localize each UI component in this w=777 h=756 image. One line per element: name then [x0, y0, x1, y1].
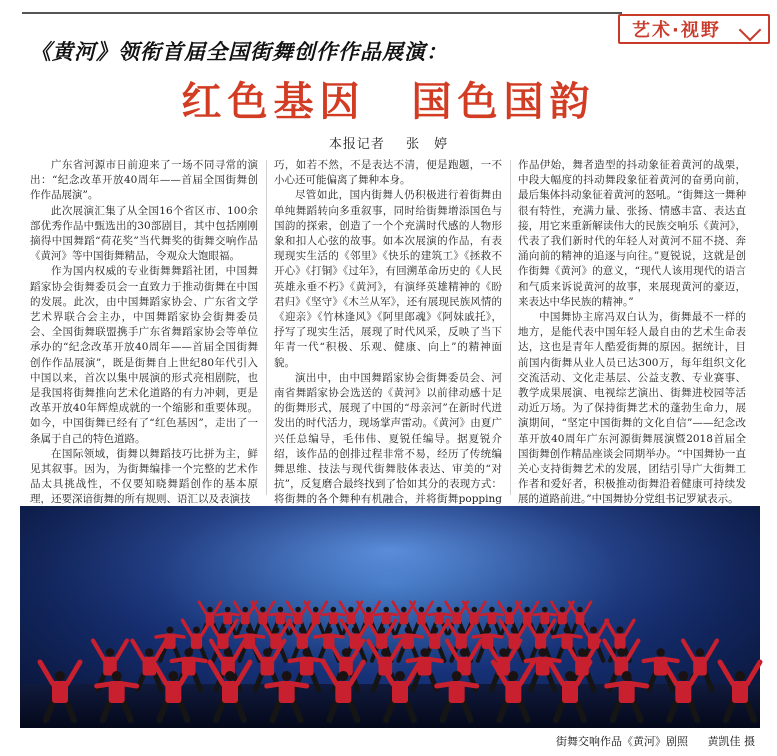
article-column-3 [518, 158, 746, 506]
caption-credit: 黄凯佳 摄 [707, 735, 755, 748]
article-kicker: 《黄河》领衔首届全国街舞创作作品展演： [30, 39, 448, 64]
article-headline: 红色基因 国色国韵 [181, 79, 596, 125]
paragraph: 在国际领域，街舞以舞蹈技巧比拼为主，鲜见其叙事。因为，为街舞编排一个完整的艺术作品太具挑战性，不仅要知晓舞蹈创作的基本原理，还要深谙街舞的所有规则、语汇以及表演技 [30, 447, 258, 506]
byline-role: 本报记者 [328, 137, 385, 152]
column-divider [266, 160, 267, 495]
stage-photo-illustration [20, 506, 760, 728]
caption-text: 街舞交响作品《黄河》剧照 [556, 735, 688, 748]
paragraph: 中国舞协主席冯双白认为，街舞最不一样的地方，是能代表中国年轻人最自由的艺术生命表达，这也是青年人酷爱街舞的原因。据统计，目前国内街舞从业人员已达300万，每年组织文化交流活动、文化走基层、公益支教、专业赛事、教学成果展演、电视综艺演出、街舞进校园等活动近万场。为了保持街舞艺术的蓬勃生命力，展演期间，“坚定中国街舞的文化自信”——纪念改革开放40周年广东河源街舞展演暨2018首届全国街舞创作精品座谈会同期举办。“中国舞协一直关心支持街舞艺术的发展，团结引导广大街舞工作者和爱好者，积极推动街舞沿着健康可持续发展的道路前进。”中国舞协分党组书记罗斌表示。 [518, 311, 746, 506]
paragraph: 演出中，由中国舞蹈家协会街舞委员会、河南省舞蹈家协会选送的《黄河》以前律动感十足的街舞形式，展现了中国的“母亲河”在新时代迸发出的时代活力，现场掌声雷动。《黄河》由夏广兴任总编导，毛伟伟、夏锐任编导。据夏锐介绍，该作品的创排过程非常不易，经历了传统编舞思维、技法与现代街舞肢体表达、审美的“对抗”，反复磨合最终找到了恰如其分的表现方式：将街舞的各个舞种有机融合，并将街舞popping [274, 371, 502, 506]
byline [0, 133, 777, 152]
byline-name: 张 婷 [406, 137, 449, 152]
photo-caption [0, 733, 755, 749]
chevron-decoration-icon [739, 19, 762, 42]
stage-photo [20, 506, 760, 728]
paragraph: 尽管如此，国内街舞人仍积极进行着街舞由单纯舞蹈转向多重叙事，同时给街舞增添国色与国韵的探索，创造了一个个充满时代感的人物形象和扣人心弦的故事。如本次展演的作品，有表现现实生活的《邻里》《快乐的建筑工》《拯救不开心》《打铜》《过年》，有回溯革命历史的《人民英雄永垂不朽》《黄河》，有演绎英雄精神的《盼君归》《坚守》《木兰从军》，还有展现民族风情的《迎亲》《竹林逢风》《阿里郎魂》《阿妹戚托》，抒写了现实生活，展现了时代风采，反映了当下年青一代“积极、乐观、健康、向上”的精神面貌。 [274, 189, 502, 369]
paragraph: 此次展演汇集了从全国16个省区市、100余部优秀作品中甄选出的30部剧目，其中包括刚刚摘得中国舞蹈“荷花奖”当代舞奖的街舞交响作品《黄河》等中国街舞精品，令观众大饱眼福。 [30, 204, 258, 263]
section-tab [618, 14, 770, 44]
paragraph: 作为国内权威的专业街舞舞蹈社团，中国舞蹈家协会街舞委员会一直致力于推动街舞在中国的发展。此次，由中国舞蹈家协会、广东省文学艺术界联合会主办，中国舞蹈家协会街舞委员会、全国街舞联盟携手广东省舞蹈家协会等单位承办的“纪念改革开放40周年——首届全国街舞创作作品展演”，既是街舞自上世纪80年代引入中国以来，首次以集中展演的形式亮相剧院，也是我国将街舞推向艺术化道路的有力冲刺，更是改革开放40年辉煌成就的一个缩影和重要体现。如今，中国街舞已经有了“红色基因”，走出了一条属于自己的特色道路。 [30, 265, 258, 445]
section-label: 艺术·视野 [632, 20, 721, 41]
paragraph: 巧，如若不然，不是表达不清，便是跑题，一不小心还可能偏离了舞种本身。 [274, 159, 502, 187]
article-column-1 [30, 158, 258, 506]
column-divider [510, 160, 511, 495]
article-column-2 [274, 158, 502, 506]
top-rule [22, 12, 622, 14]
paragraph: 广东省河源市日前迎来了一场不同寻常的演出：“纪念改革开放40周年——首届全国街舞创作作品展演”。 [30, 159, 258, 202]
paragraph: 作品伊始，舞者造型的抖动象征着黄河的战栗，中段大幅度的抖动舞段象征着黄河的奋勇向前，最后集体抖动象征着黄河的怒吼。“街舞这一舞种很有特性，充满力量、张扬、情感丰富、表达直接，用它来重新解读伟大的民族交响乐《黄河》，代表了我们新时代的年轻人对黄河不屈不挠、奔涌向前的精神的追逐与向往。”夏锐说，这就是创作街舞《黄河》的意义，“现代人该用现代的语言和气质来诉说黄河的故事，来展现黄河的豪迈，来表达中华民族的精神。” [518, 159, 746, 308]
